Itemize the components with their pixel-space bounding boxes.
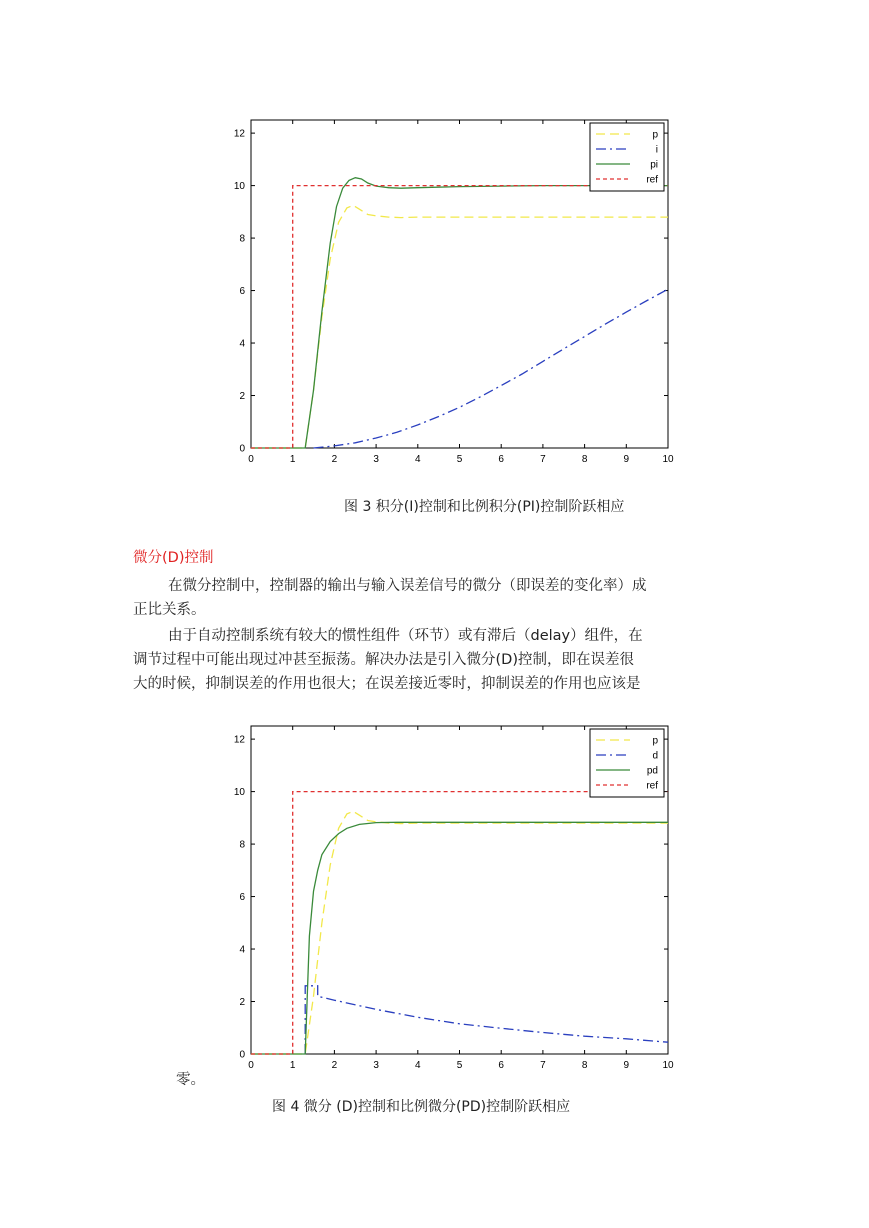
fig3-x-tick-label: 2	[331, 454, 338, 465]
fig3-legend-label-p: p	[652, 129, 658, 141]
fig4-y-tick-label: 4	[239, 944, 245, 956]
figure-3-chart	[218, 112, 688, 472]
figure-3-caption: 图 3 积分(I)控制和比例积分(PI)控制阶跃相应	[344, 499, 625, 515]
fig3-legend-label-ref: ref	[646, 174, 658, 186]
fig3-legend-label-pi: pi	[650, 159, 658, 171]
fig3-x-tick-label: 8	[581, 454, 588, 465]
paragraph-1-line-2: 正比关系。	[133, 602, 206, 618]
fig3-x-tick-label: 10	[662, 454, 674, 465]
fig4-y-tick-label: 10	[233, 787, 245, 799]
fig3-y-tick-label: 10	[233, 181, 245, 193]
figure-4-caption: 图 4 微分 (D)控制和比例微分(PD)控制阶跃相应	[272, 1099, 571, 1115]
fig4-y-tick-label: 6	[239, 892, 245, 904]
fig4-legend-label-p: p	[652, 735, 658, 747]
fig3-x-tick-label: 6	[498, 454, 504, 465]
fig4-x-tick-label: 4	[415, 1060, 421, 1071]
fig4-legend-label-d: d	[652, 750, 658, 762]
fig3-x-tick-label: 0	[248, 454, 254, 465]
fig4-legend-label-ref: ref	[646, 780, 658, 792]
paragraph-2-tail: 零。	[176, 1072, 205, 1088]
fig4-y-tick-label: 0	[239, 1049, 245, 1061]
fig4-x-tick-label: 0	[248, 1060, 254, 1071]
figure-4-plot	[218, 718, 688, 1078]
fig3-legend-label-i: i	[655, 144, 658, 156]
fig4-x-tick-label: 3	[373, 1060, 379, 1071]
figure-3-plot	[218, 112, 688, 472]
fig3-y-tick-label: 2	[239, 391, 245, 403]
fig3-y-tick-label: 0	[239, 443, 245, 455]
figure-4-chart	[218, 718, 688, 1078]
section-heading: 微分(D)控制	[133, 550, 214, 566]
fig3-y-tick-label: 12	[233, 128, 245, 140]
fig3-y-tick-label: 6	[239, 286, 245, 298]
fig4-x-tick-label: 5	[456, 1060, 463, 1071]
fig4-x-tick-label: 10	[662, 1060, 674, 1071]
fig4-x-tick-label: 9	[623, 1060, 630, 1071]
paragraph-1-line-1: 在微分控制中，控制器的输出与输入误差信号的微分（即误差的变化率）成	[168, 578, 647, 594]
paragraph-2-line-3: 大的时候，抑制误差的作用也很大；在误差接近零时，抑制误差的作用也应该是	[133, 676, 641, 692]
fig4-x-tick-label: 6	[498, 1060, 504, 1071]
fig4-x-tick-label: 7	[540, 1060, 546, 1071]
paragraph-2-line-1: 由于自动控制系统有较大的惯性组件（环节）或有滞后（delay）组件，在	[168, 628, 643, 644]
fig4-y-tick-label: 2	[239, 997, 245, 1009]
fig3-y-tick-label: 8	[239, 233, 245, 245]
fig3-x-tick-label: 1	[289, 454, 296, 465]
fig3-x-tick-label: 7	[540, 454, 546, 465]
fig4-y-tick-label: 8	[239, 839, 245, 851]
fig3-x-tick-label: 9	[623, 454, 630, 465]
paragraph-2-line-2: 调节过程中可能出现过冲甚至振荡。解决办法是引入微分(D)控制，即在误差很	[133, 652, 634, 668]
fig3-x-tick-label: 3	[373, 454, 379, 465]
fig4-x-tick-label: 2	[331, 1060, 338, 1071]
fig3-y-tick-label: 4	[239, 338, 245, 350]
fig4-x-tick-label: 8	[581, 1060, 588, 1071]
fig4-y-tick-label: 12	[233, 734, 245, 746]
fig3-x-tick-label: 4	[415, 454, 421, 465]
fig3-x-tick-label: 5	[456, 454, 463, 465]
fig4-legend-label-pd: pd	[646, 765, 658, 777]
fig4-x-tick-label: 1	[289, 1060, 296, 1071]
